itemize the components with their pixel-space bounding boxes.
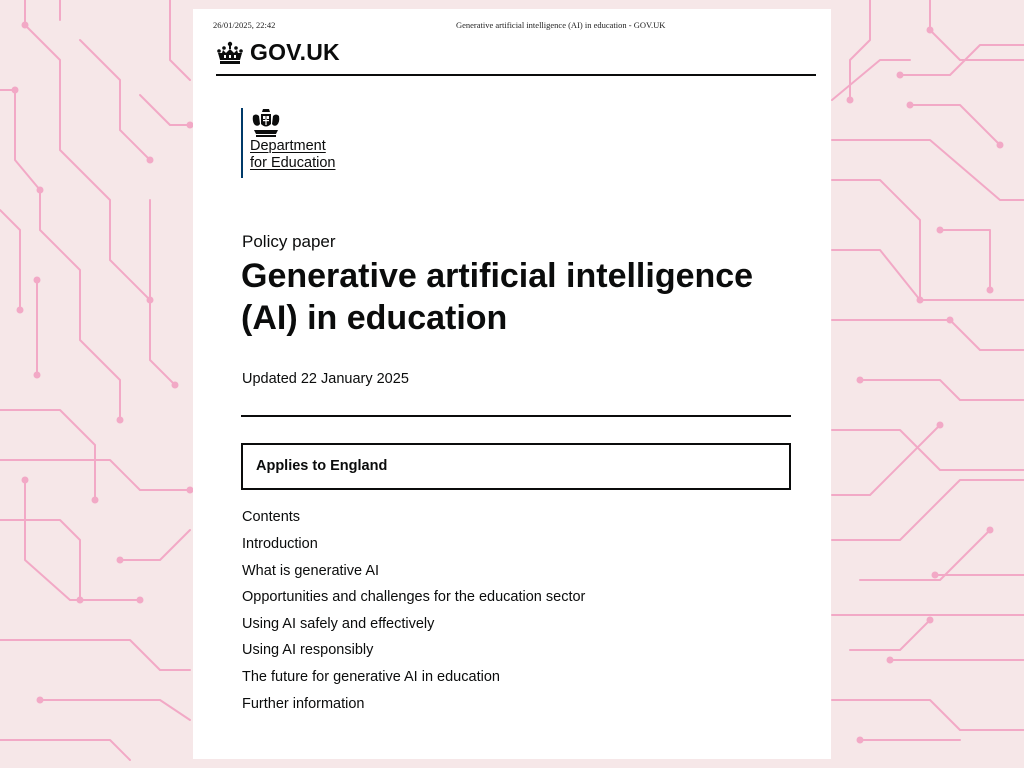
updated-date: Updated 22 January 2025 — [242, 371, 409, 387]
contents-items — [242, 534, 585, 720]
contents-item[interactable] — [242, 694, 585, 721]
page-title — [241, 255, 801, 339]
page-title-line1: Generative artificial intelligence — [241, 257, 754, 295]
header-rule — [216, 74, 816, 76]
applies-to-box — [241, 443, 791, 490]
contents-link-future[interactable]: The future for generative AI in education — [242, 668, 500, 685]
applies-to-text: Applies to England — [256, 458, 388, 474]
document-type-caption: Policy paper — [242, 232, 336, 251]
contents-link-using-ai-responsibly[interactable]: Using AI responsibly — [242, 642, 374, 659]
contents-link-further-information[interactable]: Further information — [242, 695, 365, 712]
royal-crest-icon — [250, 108, 282, 138]
print-page-title: Generative artificial intelligence (AI) in education - GOV.UK — [456, 20, 666, 30]
page-title-line2: (AI) in education — [241, 299, 508, 337]
section-rule — [241, 415, 791, 417]
govuk-wordmark[interactable]: GOV.UK — [250, 39, 340, 65]
organisation-name[interactable] — [250, 138, 335, 172]
print-date: 26/01/2025, 22:42 — [213, 20, 276, 30]
contents-item[interactable] — [242, 667, 585, 694]
contents-heading: Contents — [242, 509, 301, 525]
organisation-name-line1[interactable]: Department — [250, 138, 326, 154]
contents-link-introduction[interactable]: Introduction — [242, 536, 318, 552]
contents-link-what-is-generative-ai[interactable]: What is generative AI — [242, 562, 380, 579]
contents-item[interactable] — [242, 640, 585, 667]
govuk-header[interactable] — [216, 39, 816, 79]
contents-item[interactable] — [242, 587, 585, 614]
organisation-name-line2[interactable]: for Education — [250, 155, 336, 171]
contents-list — [242, 507, 585, 720]
contents-item[interactable] — [242, 534, 585, 561]
contents-link-opportunities[interactable]: Opportunities and challenges for the education sector — [242, 589, 586, 606]
contents-item[interactable] — [242, 561, 585, 588]
organisation-logo[interactable] — [241, 108, 370, 178]
document-page — [193, 9, 831, 759]
contents-link-using-ai-safely[interactable]: Using AI safely and effectively — [242, 615, 435, 632]
contents-item[interactable] — [242, 614, 585, 641]
crown-icon — [216, 41, 244, 65]
